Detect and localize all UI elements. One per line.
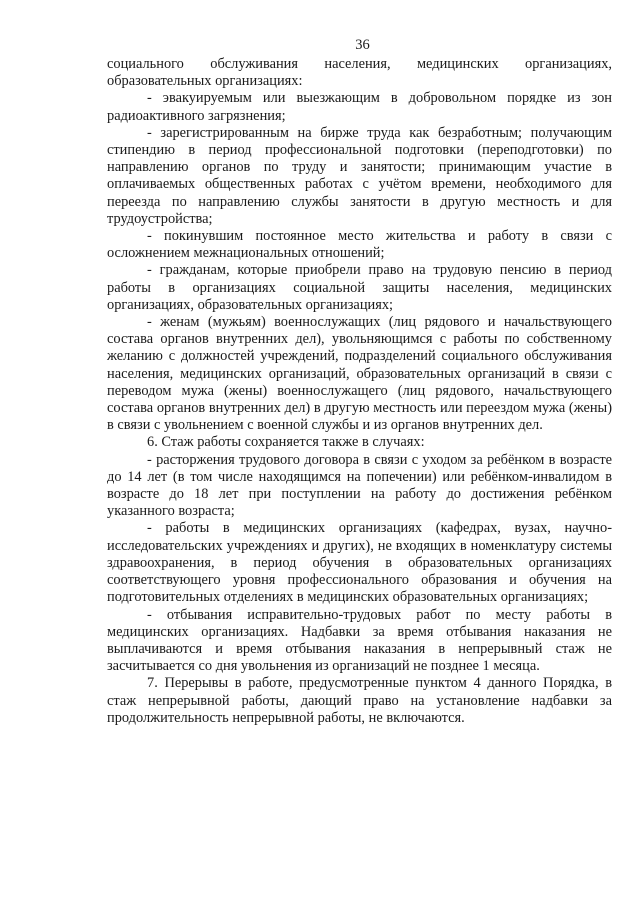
list-item-childcare: - расторжения трудового договора в связи с уходом за ребёнком в возрасте до 14 лет (в том числе находящимся на попечении) или ребёнком-инвалидом в возрасте до 18 лет при поступлении на работу до достижения ребёнком указанного возраста; <box>107 451 612 520</box>
list-item-evacuated: - эвакуируемым или выезжающим в добровольном порядке из зон радиоактивного загрязнения; <box>107 90 612 124</box>
document-page <box>107 36 612 727</box>
list-item-unemployed: - зарегистрированным на бирже труда как безработным; получающим стипендию в период профессиональной подготовки (переподготовки) по направлению органов по труду и занятости; принимающим участие в оплачиваемых общественных работах с учётом времени, необходимого для переезда по направлению службы занятости в другую местность и для трудоустройства; <box>107 124 612 227</box>
section-6-heading: 6. Стаж работы сохраняется также в случаях: <box>147 434 425 451</box>
page-number: 36 <box>355 37 370 53</box>
list-item-pensioners: - гражданам, которые приобрели право на трудовую пенсию в период работы в организациях социальной защиты населения, медицинских организациях, образовательных организациях; <box>107 262 612 313</box>
paragraph-continuation: социального обслуживания населения, медицинских организациях, образовательных организациях: <box>107 56 612 90</box>
list-item-relocated: - покинувшим постоянное место жительства и работу в связи с осложнением межнациональных отношений; <box>107 228 612 262</box>
list-item-correctional-work: - отбывания исправительно-трудовых работ по месту работы в медицинских организациях. Надбавки за время отбывания наказания не выплачиваются и время отбывания наказания в непрерывный стаж не засчитывается со дня увольнения из организаций не позднее 1 месяца. <box>107 606 612 675</box>
list-item-military-spouses: - женам (мужьям) военнослужащих (лиц рядового и начальствующего состава органов внутренних дел), увольняющимся с работы по собственному желанию с должностей учреждений, подразделений социального обслуживания населения, медицинских организаций, образовательных организаций в связи с переводом мужа (жены) военнослужащего (лиц рядового, начальствующего состава органов внутренних дел) в другую местность или переездом мужа (жены) в связи с увольнением с военной службы и из органов внутренних дел. <box>107 314 612 434</box>
section-7-paragraph: 7. Перерывы в работе, предусмотренные пунктом 4 данного Порядка, в стаж непрерывной работы, дающий право на установление надбавки за продолжительность непрерывной работы, не включаются. <box>107 675 612 726</box>
list-item-education: - работы в медицинских организациях (кафедрах, вузах, научно-исследовательских учреждениях и других), не входящих в номенклатуру системы здравоохранения, в период обучения в образовательных организациях соответствующего уровня профессионального образования и обучения на подготовительных отделениях в медицинских образовательных организациях; <box>107 520 612 606</box>
